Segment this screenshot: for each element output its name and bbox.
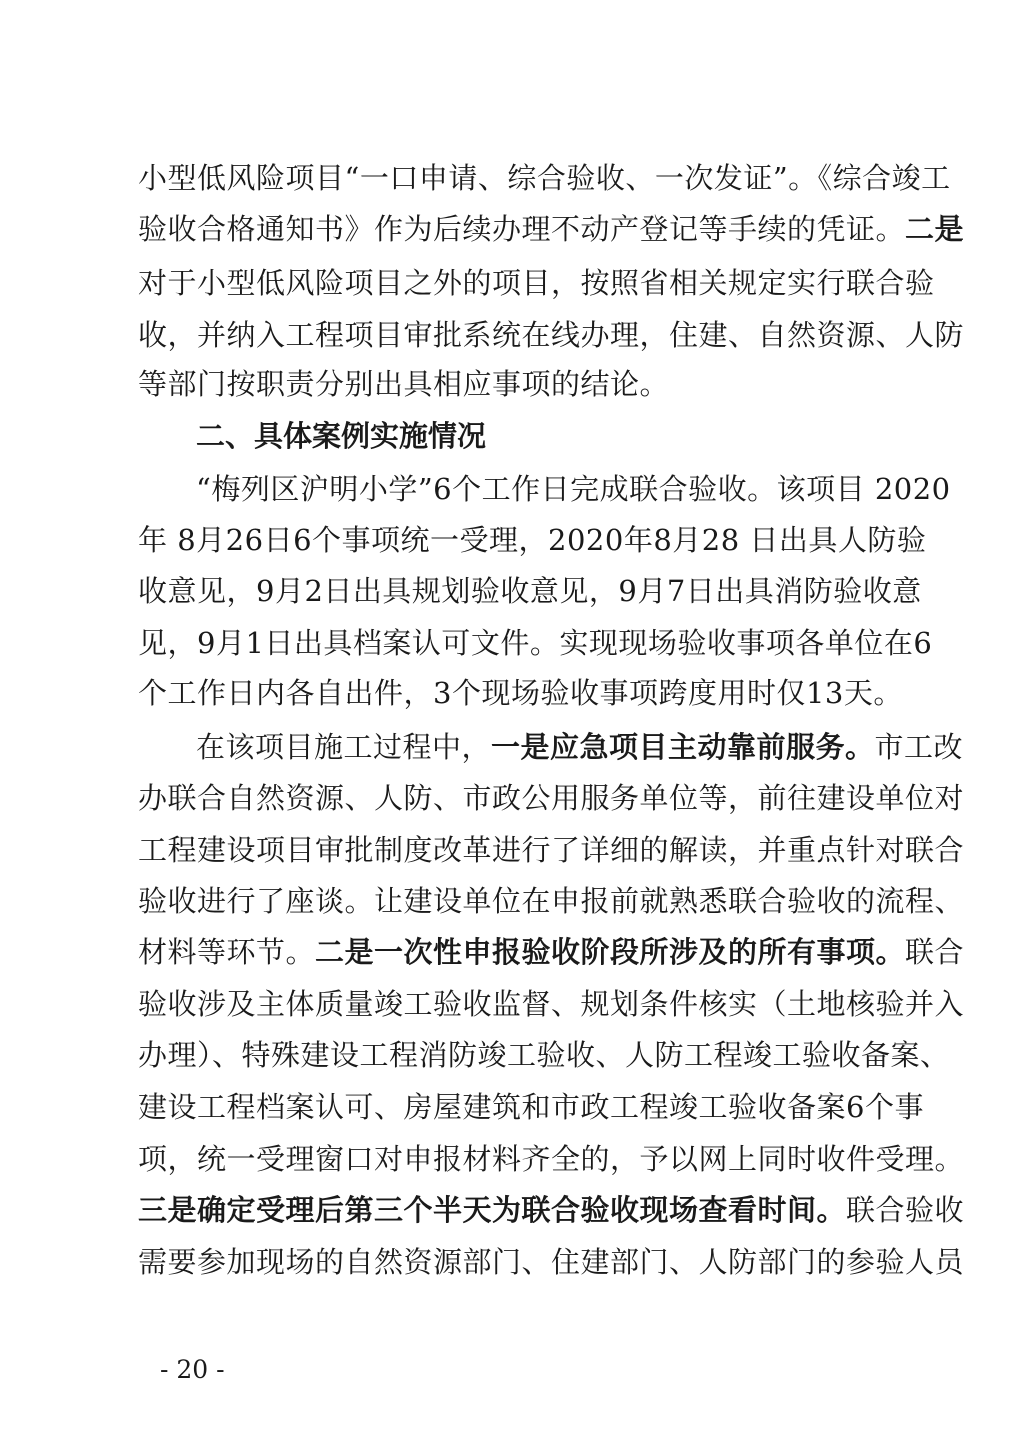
text-run: 市工改 (874, 730, 964, 764)
bold-text-run: 二是 (905, 212, 965, 246)
bold-text-run: 三是确定受理后第三个半天为联合验收现场查看时间。 (138, 1193, 847, 1227)
text-run: 联合 (905, 935, 965, 969)
bold-text-run: 一是应急项目主动靠前服务。 (491, 730, 875, 764)
paragraph-line: 办理）、特殊建设工程消防竣工验收、人防工程竣工验收备案、 (138, 1038, 950, 1072)
paragraph-line: 小型低风险项目“一口申请、综合验收、一次发证”。《综合竣工 (138, 161, 951, 195)
paragraph-line: 验收涉及主体质量竣工验收监督、规划条件核实（土地核验并入 (138, 987, 965, 1021)
paragraph-line: 办联合自然资源、人防、市政公用服务单位等，前往建设单位对 (138, 781, 965, 815)
paragraph-line: 建设工程档案认可、房屋建筑和市政工程竣工验收备案6个事 (138, 1090, 924, 1124)
page-number: - 20 - (160, 1355, 225, 1384)
paragraph-line (138, 203, 965, 255)
paragraph-line: 工程建设项目审批制度改革进行了详细的解读，并重点针对联合 (138, 833, 965, 867)
paragraph-line: “梅列区沪明小学”6个工作日完成联合验收。该项目 2020 (196, 472, 951, 506)
paragraph-line: 年 8月26日6个事项统一受理，2020年8月28 日出具人防验 (138, 523, 927, 557)
paragraph-line: 需要参加现场的自然资源部门、住建部门、人防部门的参验人员 (138, 1245, 965, 1279)
text-run: 在该项目施工过程中， (196, 730, 492, 764)
paragraph-line (196, 721, 964, 773)
paragraph-line: 见，9月1日出具档案认可文件。实现现场验收事项各单位在6 (138, 626, 933, 660)
section-heading: 二、具体案例实施情况 (196, 419, 487, 453)
paragraph-line: 个工作日内各自出件，3个现场验收事项跨度用时仅13天。 (138, 676, 903, 710)
paragraph-line: 验收进行了座谈。让建设单位在申报前就熟悉联合验收的流程、 (138, 884, 965, 918)
paragraph-line: 对于小型低风险项目之外的项目，按照省相关规定实行联合验 (138, 266, 935, 300)
paragraph-line: 项，统一受理窗口对申报材料齐全的，予以网上同时收件受理。 (138, 1142, 965, 1176)
paragraph-line (138, 1184, 965, 1236)
paragraph-line: 等部门按职责分别出具相应事项的结论。 (138, 367, 670, 401)
bold-text-run: 二是一次性申报验收阶段所涉及的所有事项。 (315, 935, 906, 969)
text-run: 验收合格通知书》作为后续办理不动产登记等手续的凭证。 (138, 212, 906, 246)
paragraph-line: 收意见，9月2日出具规划验收意见，9月7日出具消防验收意 (138, 574, 922, 608)
paragraph-line: 收，并纳入工程项目审批系统在线办理，住建、自然资源、人防 (138, 318, 965, 352)
paragraph-line (138, 926, 965, 978)
text-run: 联合验收 (846, 1193, 965, 1227)
text-run: 材料等环节。 (138, 935, 316, 969)
